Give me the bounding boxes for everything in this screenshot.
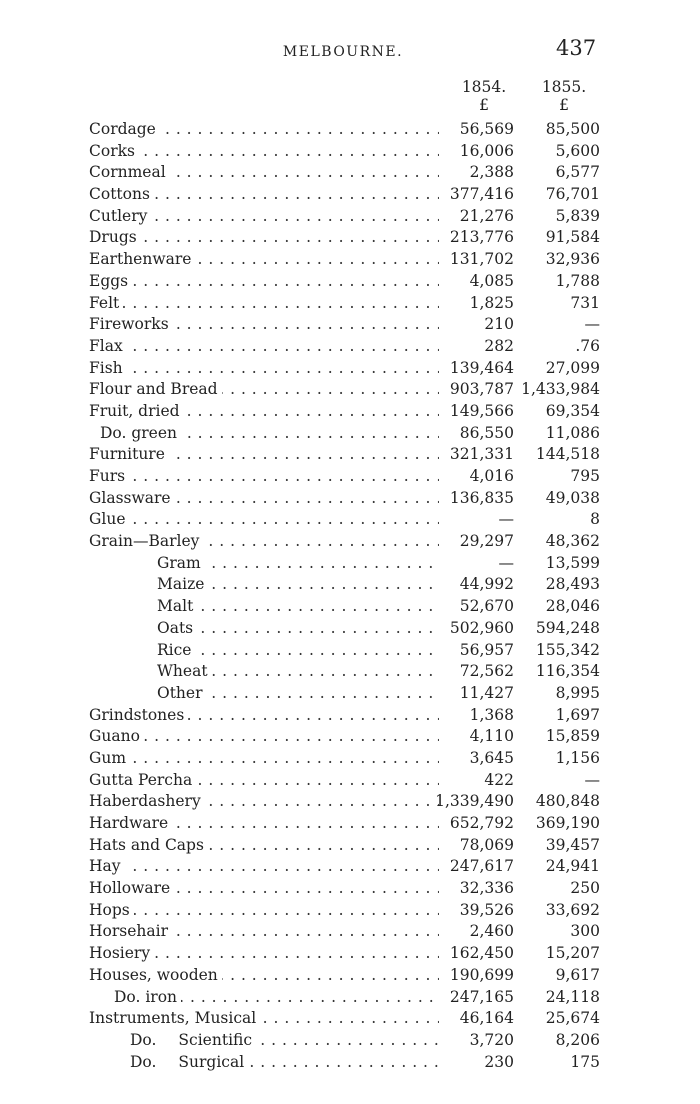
value-1855: 85,500 (545, 120, 600, 138)
value-1855: 1,156 (555, 748, 600, 767)
item-name-text: Wheat (157, 662, 208, 681)
running-title: MELBOURNE. (282, 44, 404, 60)
table-row (0, 119, 700, 141)
table-row (0, 835, 700, 857)
item-name (89, 445, 169, 463)
row-label (89, 314, 439, 336)
value-1854: 321,331 (449, 445, 514, 464)
value-1854: 210 (484, 315, 514, 334)
item-name (89, 901, 134, 919)
item-name (89, 359, 127, 377)
table-row (0, 531, 700, 553)
item-name-text: Gutta Percha (89, 770, 193, 789)
row-label (89, 249, 439, 271)
item-name-text: Haberdashery (89, 792, 201, 811)
item-name (89, 879, 174, 897)
table-row (0, 1030, 700, 1052)
item-name-text: Grain—Barley (89, 532, 200, 551)
table-row (0, 965, 700, 987)
table-row (0, 574, 700, 596)
item-name (157, 641, 195, 659)
item-name-text: Cornmeal (89, 163, 166, 182)
value-1854: — (498, 510, 514, 529)
value-1855: 8,995 (555, 683, 600, 702)
item-name (89, 163, 170, 181)
item-name-text: Hay (89, 857, 121, 876)
value-1854: 2,388 (469, 163, 514, 182)
value-1855: 11,086 (545, 423, 600, 442)
value-1854: 3,720 (469, 1030, 514, 1049)
table-row (0, 1008, 700, 1030)
table-row (0, 683, 700, 705)
item-name-text: Maize (157, 575, 205, 594)
row-label (89, 379, 439, 401)
value-1854: 422 (484, 770, 514, 789)
row-label (89, 401, 439, 423)
row-label (89, 531, 439, 553)
value-1855: 24,118 (545, 987, 600, 1006)
value-1854: 29,297 (459, 532, 514, 551)
value-1855: 175 (570, 1052, 600, 1071)
value-1854: 1,339,490 (435, 792, 514, 811)
value-1855: 594,248 (535, 618, 600, 637)
item-name (89, 836, 208, 854)
value-1855: 69,354 (545, 401, 600, 420)
value-1855: 27,099 (545, 358, 600, 377)
row-label (89, 488, 439, 510)
value-1854: 72,562 (459, 662, 514, 681)
item-name-text: Furniture (89, 445, 165, 464)
column-header-1855 (524, 78, 604, 114)
value-1855: 144,518 (535, 445, 600, 464)
item-name-text: Cottons (89, 185, 150, 204)
page-number: 437 (556, 36, 597, 60)
table-row (0, 379, 700, 401)
item-name-text: Grindstones (89, 705, 185, 724)
table-row (0, 943, 700, 965)
row-label (157, 661, 439, 683)
row-label (89, 293, 439, 315)
row-label (89, 184, 439, 206)
item-name (130, 1031, 256, 1049)
value-1855: 155,342 (535, 640, 600, 659)
row-label (89, 1008, 439, 1030)
table-row (0, 401, 700, 423)
row-label (89, 965, 439, 987)
item-name-text: Earthenware (89, 250, 192, 269)
item-name (89, 120, 160, 138)
row-label (89, 791, 439, 813)
table-row (0, 618, 700, 640)
row-label (89, 748, 439, 770)
item-name-text: Hosiery (89, 944, 151, 963)
value-1854: 39,526 (459, 900, 514, 919)
value-1855: 6,577 (555, 163, 600, 182)
value-1855: 33,692 (545, 900, 600, 919)
item-name-text: Fish (89, 358, 123, 377)
item-name (157, 684, 207, 702)
value-1855: 250 (570, 879, 600, 898)
value-1854: 377,416 (449, 185, 514, 204)
item-name (89, 337, 127, 355)
item-name (89, 922, 172, 940)
row-label (157, 683, 439, 705)
row-label (89, 444, 439, 466)
row-label (89, 336, 439, 358)
row-label (157, 596, 439, 618)
row-label (89, 835, 439, 857)
item-name (157, 619, 197, 637)
value-1854: 16,006 (459, 141, 514, 160)
table-row (0, 596, 700, 618)
value-1854: 3,645 (469, 748, 514, 767)
item-name-text: Houses, wooden (89, 965, 218, 984)
row-label (89, 943, 439, 965)
value-1855: 116,354 (535, 662, 600, 681)
column-year: 1855. (541, 78, 587, 96)
item-name (157, 575, 208, 593)
item-name (89, 250, 195, 268)
table-row (0, 336, 700, 358)
item-name-text: Holloware (89, 879, 171, 898)
row-label (114, 987, 439, 1009)
value-1855: 795 (570, 467, 600, 485)
row-label (89, 206, 439, 228)
item-name-text: Flax (89, 336, 123, 355)
value-1854: 56,569 (459, 120, 514, 138)
item-name-text: Do. (130, 1052, 157, 1071)
column-header-1854 (444, 78, 524, 114)
table-row (0, 184, 700, 206)
item-name-text: Guano (89, 727, 140, 746)
row-label (89, 726, 439, 748)
value-1855: 25,674 (545, 1009, 600, 1028)
item-name-text: Glassware (89, 488, 171, 507)
item-name-text: Felt (89, 293, 120, 312)
row-label (130, 1052, 439, 1074)
item-name (89, 294, 123, 312)
item-name-text: Do. (130, 1030, 157, 1049)
value-1855: 8,206 (555, 1030, 600, 1049)
item-name-text: Glue (89, 510, 126, 529)
row-label (157, 640, 439, 662)
row-label (89, 705, 439, 727)
item-name-text: Other (157, 683, 203, 702)
value-1854: 21,276 (459, 206, 514, 225)
item-name (89, 771, 196, 789)
item-name-text: Hops (89, 900, 130, 919)
table-row (0, 661, 700, 683)
item-name (89, 467, 129, 485)
item-name (89, 814, 172, 832)
value-1855: 49,038 (545, 488, 600, 507)
item-name (89, 792, 205, 810)
value-1854: 139,464 (449, 358, 514, 377)
row-label (89, 770, 439, 792)
value-1854: 213,776 (449, 228, 514, 247)
value-1855: 32,936 (545, 250, 600, 269)
item-name (89, 1009, 260, 1027)
value-1854: 190,699 (449, 965, 514, 984)
table-row (0, 444, 700, 466)
value-1854: 247,617 (449, 857, 514, 876)
row-label (89, 509, 439, 531)
item-name (89, 142, 139, 160)
value-1854: 86,550 (459, 423, 514, 442)
table-body (0, 119, 700, 1073)
value-1854: 136,835 (449, 488, 514, 507)
table-row (0, 553, 700, 575)
value-1854: 56,957 (459, 640, 514, 659)
value-1855: 5,600 (555, 141, 600, 160)
item-name-text: Gum (89, 748, 127, 767)
table-row (0, 921, 700, 943)
value-1854: 131,702 (449, 250, 514, 269)
item-name (89, 749, 130, 767)
row-label (89, 856, 439, 878)
row-label (89, 466, 439, 488)
value-1855: 369,190 (535, 814, 600, 832)
table-row (0, 726, 700, 748)
item-subname: Scientific (178, 1030, 253, 1049)
value-1855: 39,457 (545, 835, 600, 854)
item-name-text: Horsehair (89, 922, 168, 941)
table-row (0, 509, 700, 531)
item-name-text: Do. green (100, 423, 178, 442)
item-name (89, 380, 222, 398)
table-row (0, 705, 700, 727)
item-name-text: Instruments, Musical (89, 1009, 257, 1028)
row-label (157, 574, 439, 596)
row-label (89, 358, 439, 380)
table-row (0, 791, 700, 813)
value-1855: 1,697 (555, 705, 600, 724)
value-1855: 1,788 (555, 271, 600, 290)
table-row (0, 162, 700, 184)
item-name (89, 185, 154, 203)
value-1854: — (498, 553, 514, 572)
value-1854: 46,164 (459, 1009, 514, 1028)
row-label (89, 921, 439, 943)
value-1854: 4,016 (469, 467, 514, 485)
value-1854: 1,368 (469, 705, 514, 724)
item-name-text: Drugs (89, 228, 137, 247)
item-name (89, 402, 184, 420)
table-row (0, 748, 700, 770)
row-label (89, 119, 439, 141)
value-1854: 11,427 (459, 683, 514, 702)
value-1854: 32,336 (459, 879, 514, 898)
value-1855: 8 (590, 510, 600, 529)
item-name-text: Gram (157, 553, 201, 572)
item-name (89, 272, 132, 290)
table-row (0, 206, 700, 228)
value-1855: 48,362 (545, 532, 600, 551)
item-name (89, 510, 130, 528)
item-name-text: Eggs (89, 271, 129, 290)
row-label (89, 878, 439, 900)
item-name-text: Cutlery (89, 206, 148, 225)
row-label (157, 618, 439, 640)
table-row (0, 878, 700, 900)
item-subname: Surgical (178, 1052, 245, 1071)
row-label (89, 813, 439, 835)
item-name-text: Oats (157, 618, 194, 637)
value-1855: 28,046 (545, 597, 600, 616)
row-label (130, 1030, 439, 1052)
item-name-text: Flour and Bread (89, 380, 218, 399)
row-label (89, 227, 439, 249)
value-1855: 731 (570, 293, 600, 312)
item-name-text: Fruit, dried (89, 401, 180, 420)
item-name (157, 597, 197, 615)
row-label (89, 900, 439, 922)
table-row (0, 249, 700, 271)
item-name (157, 554, 205, 572)
value-1854: 282 (484, 336, 514, 355)
value-1854: 162,450 (449, 944, 514, 963)
value-1854: 652,792 (449, 814, 514, 832)
item-name (89, 489, 175, 507)
table-row (0, 640, 700, 662)
table-row (0, 271, 700, 293)
row-label (157, 553, 439, 575)
table-row (0, 141, 700, 163)
item-name-text: Furs (89, 467, 126, 485)
item-name (89, 966, 222, 984)
value-1855: 300 (570, 922, 600, 941)
value-1855: — (584, 770, 600, 789)
value-1855: 76,701 (545, 185, 600, 204)
item-name-text: Cordage (89, 120, 156, 138)
table-row (0, 227, 700, 249)
value-1855: 91,584 (545, 228, 600, 247)
value-1854: 230 (484, 1052, 514, 1071)
row-label (100, 423, 439, 445)
value-1855: 15,859 (545, 727, 600, 746)
item-name-text: Fireworks (89, 315, 169, 334)
table-row (0, 314, 700, 336)
value-1855: 9,617 (555, 965, 600, 984)
item-name-text: Malt (157, 597, 194, 616)
item-name (89, 857, 125, 875)
value-1854: 4,085 (469, 271, 514, 290)
value-1854: 52,670 (459, 597, 514, 616)
column-unit: £ (559, 96, 569, 114)
item-name (89, 727, 144, 745)
item-name-text: Hats and Caps (89, 835, 204, 854)
item-name (89, 315, 173, 333)
item-name (100, 424, 181, 442)
table-row (0, 1052, 700, 1074)
value-1854: 2,460 (469, 922, 514, 941)
value-1855: 480,848 (535, 792, 600, 811)
value-1855: — (584, 315, 600, 334)
table-row (0, 423, 700, 445)
item-name (89, 944, 154, 962)
row-label (89, 271, 439, 293)
table-row (0, 856, 700, 878)
table-row (0, 293, 700, 315)
value-1854: 78,069 (459, 835, 514, 854)
item-name (114, 988, 181, 1006)
value-1854: 1,825 (469, 293, 514, 312)
value-1854: 247,165 (449, 987, 514, 1006)
value-1855: 15,207 (545, 944, 600, 963)
item-name-text: Hardware (89, 814, 169, 832)
item-name (157, 662, 212, 680)
item-name (89, 532, 203, 550)
value-1855: 24,941 (545, 857, 600, 876)
value-1855: 13,599 (545, 553, 600, 572)
table-row (0, 358, 700, 380)
table-row (0, 466, 700, 488)
row-label (89, 162, 439, 184)
item-name (89, 228, 141, 246)
value-1854: 502,960 (449, 618, 514, 637)
item-name (89, 207, 151, 225)
value-1855: 28,493 (545, 575, 600, 594)
row-label (89, 141, 439, 163)
value-1854: 4,110 (469, 727, 514, 746)
table-row (0, 987, 700, 1009)
value-1854: 44,992 (459, 575, 514, 594)
column-year: 1854. (461, 78, 507, 96)
value-1854: 903,787 (449, 380, 514, 399)
table-row (0, 488, 700, 510)
value-1855: 1,433,984 (521, 380, 600, 399)
item-name (130, 1053, 248, 1071)
item-name-text: Rice (157, 640, 192, 659)
item-name (89, 706, 188, 724)
value-1855: .76 (575, 336, 600, 355)
value-1855: 5,839 (555, 206, 600, 225)
table-row (0, 770, 700, 792)
table-row (0, 813, 700, 835)
table-row (0, 900, 700, 922)
value-1854: 149,566 (449, 401, 514, 420)
column-unit: £ (479, 96, 489, 114)
item-name-text: Corks (89, 141, 135, 160)
item-name-text: Do. iron (114, 987, 178, 1006)
